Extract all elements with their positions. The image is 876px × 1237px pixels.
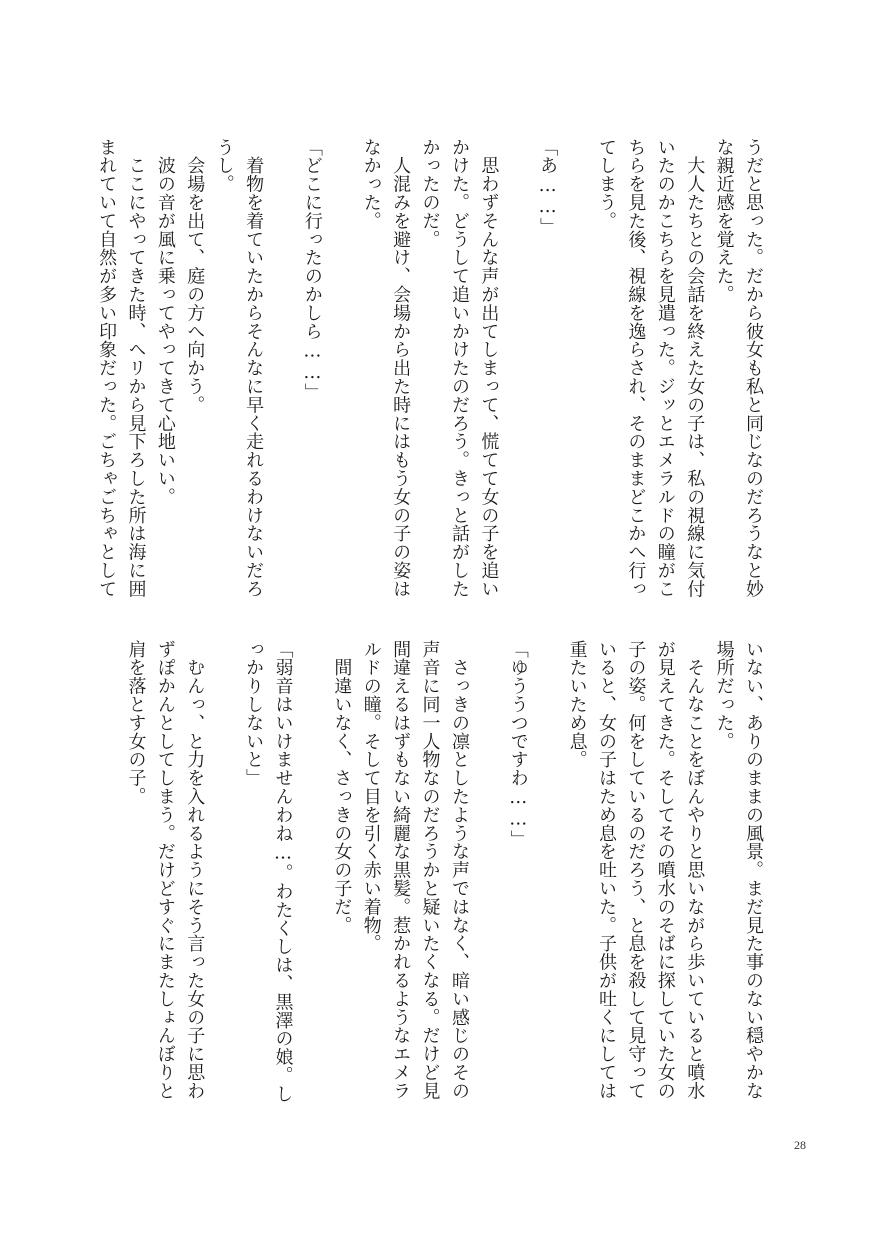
dialogue-line: 「ゆううつですわ……」 [507,640,529,849]
text-line: さっきの凛としたような声ではなく、暗い感じのその [448,640,470,1100]
page-number: 28 [794,1138,806,1152]
dialogue-line: 「どこに行ったのかしら……」 [301,138,323,402]
text-line: な親近感を覚えた。 [713,138,735,304]
blank-line [562,138,591,578]
text-line: なかった。 [360,138,382,230]
text-line: 場所だった。 [713,640,735,751]
text-line: 重たいため息。 [566,640,588,769]
dialogue-line: 「あ……」 [537,138,559,236]
text-line: 会場を出て、庭の方へ向かう。 [184,138,206,414]
text-line: 間違えるはずもない綺麗な黒髪。惹かれるようなエメラ [390,640,412,1100]
text-line: ずぽかんとしてしまう。だけどすぐにまたしょんぼりと [154,640,176,1100]
text-line: が見えてきた。そしてその噴水のそばに探していた女の [654,640,676,1100]
text-line: うだと思った。だから彼女も私と同じなのだろうなと妙 [743,138,764,598]
blank-line [268,138,297,578]
text-line: 人混みを避け、会場から出た時にはもう女の子の姿は [390,138,412,598]
text-line: ちらを見た後、視線を逸らされ、そのままどこかへ行っ [625,138,647,598]
text-line: 肩を落とす女の子。 [125,640,147,806]
blank-line [209,640,238,1085]
text-line: ルドの瞳。そして目を引く赤い着物。 [360,640,382,953]
lower-text-block [121,640,768,1103]
text-line: 声音に同一人物なのだろうかと疑いたくなる。だけど見 [419,640,441,1100]
blank-line [298,640,327,1085]
text-line: いない、ありのままの風景。まだ見た事のない穏やかな [743,640,764,1100]
text-line: かったのだ。 [419,138,441,249]
text-line: ここにやってきた時、ヘリから見下ろした所は海に囲 [125,138,147,598]
text-line: かけた。どうして追いかけたのだろう。きっと話がした [448,138,470,598]
blank-line [474,640,503,1085]
text-line: うし。 [213,138,235,194]
text-line: 間違いなく、さっきの女の子だ。 [331,640,353,935]
dialogue-line: っかりしないと」 [243,640,265,788]
text-line: まれていて自然が多い印象だった。ごちゃごちゃとして [96,138,118,598]
upper-text-block [92,138,768,598]
text-line: むんっ、と力を入れるようにそう言った女の子に思わ [184,640,206,1100]
text-line: 思わずそんな声が出てしまって、慌てて女の子を追い [478,138,500,598]
text-line: そんなことをぼんやりと思いながら歩いていると噴水 [684,640,706,1100]
text-line: てしまう。 [595,138,617,230]
text-line: 大人たちとの会話を終えた女の子は、私の視線に気付 [684,138,706,598]
text-line: いたのかこちらを見遣った。ジッとエメラルドの瞳がこ [654,138,676,598]
dialogue-line: 「弱音はいけませんわね…。わたくしは、黒澤の娘。し [272,640,294,1103]
blank-line [503,138,532,578]
text-line: いると、女の子はため息を吐いた。子供が吐くにしては [595,640,617,1100]
text-line: 子の姿。何をしているのだろう、と息を殺して見守って [625,640,647,1100]
text-line: 波の音が風に乗ってやってきて心地いい。 [154,138,176,506]
blank-line [533,640,562,1085]
text-line: 着物を着ていたからそんなに早く走れるわけないだろ [243,138,265,598]
blank-line [327,138,356,578]
